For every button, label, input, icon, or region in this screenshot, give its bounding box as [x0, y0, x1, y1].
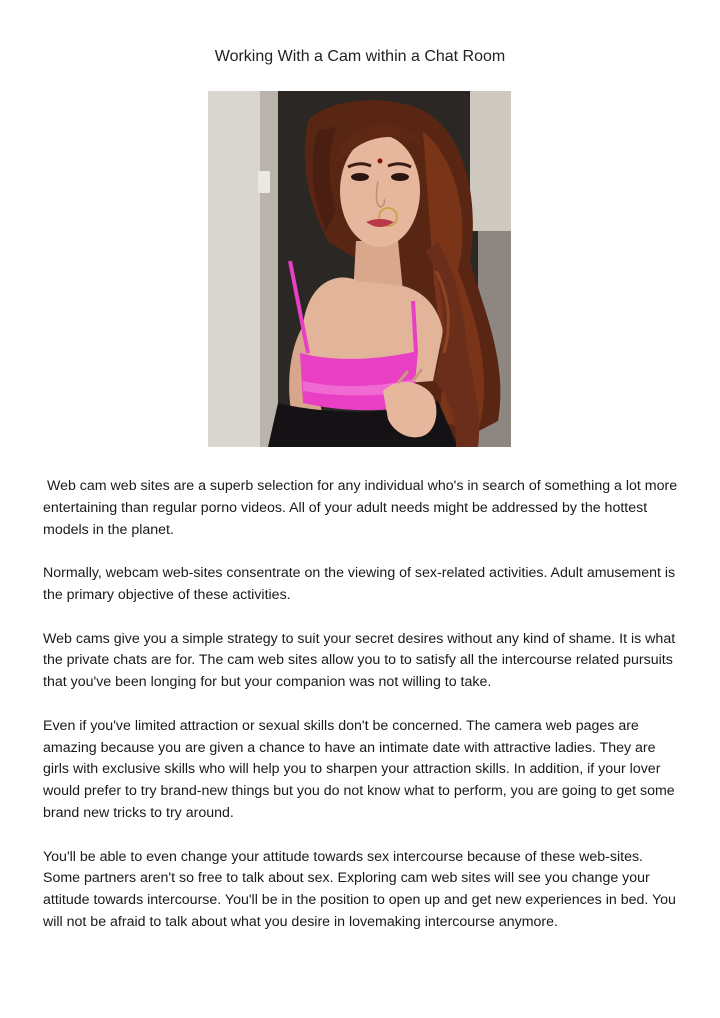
- paragraph: Normally, webcam web-sites consentrate on the viewing of sex-related activities. Adult amusement is the primary objective of these activities.: [43, 565, 680, 603]
- portrait-photo: [208, 91, 511, 447]
- article-body: [43, 476, 683, 956]
- portrait-illustration: [208, 91, 511, 447]
- paragraph: Even if you've limited attraction or sexual skills don't be concerned. The camera web pages are amazing because you are given a chance to have an intimate date with attractive ladies. They are girls with exclusive skills who will help you to sharpen your attraction skills. In addition, if your lover would prefer to try brand-new things but you do not know what to perform, you are going to get some brand new tricks to try around.: [43, 717, 679, 821]
- paragraph: You'll be able to even change your attitude towards sex intercourse because of these web-sites. Some partners aren't so free to talk about sex. Exploring cam web sites will see you change your attitude towards intercourse. You'll be in the position to open up and get new experiences in bed. You will not be afraid to talk about what you desire in lovemaking intercourse anymore.: [43, 848, 680, 930]
- document-title: Working With a Cam within a Chat Room: [214, 48, 506, 65]
- paragraph: Web cams give you a simple strategy to suit your secret desires without any kind of shame. It is what the private chats are for. The cam web sites allow you to to satisfy all the intercourse related pursuits that you've been longing for but your companion was not willing to take.: [43, 630, 680, 691]
- paragraph: Web cam web sites are a superb selection for any individual who's in search of something a lot more entertaining than regular porno videos. All of your adult needs might be addressed by the hottest models in the planet.: [43, 478, 682, 538]
